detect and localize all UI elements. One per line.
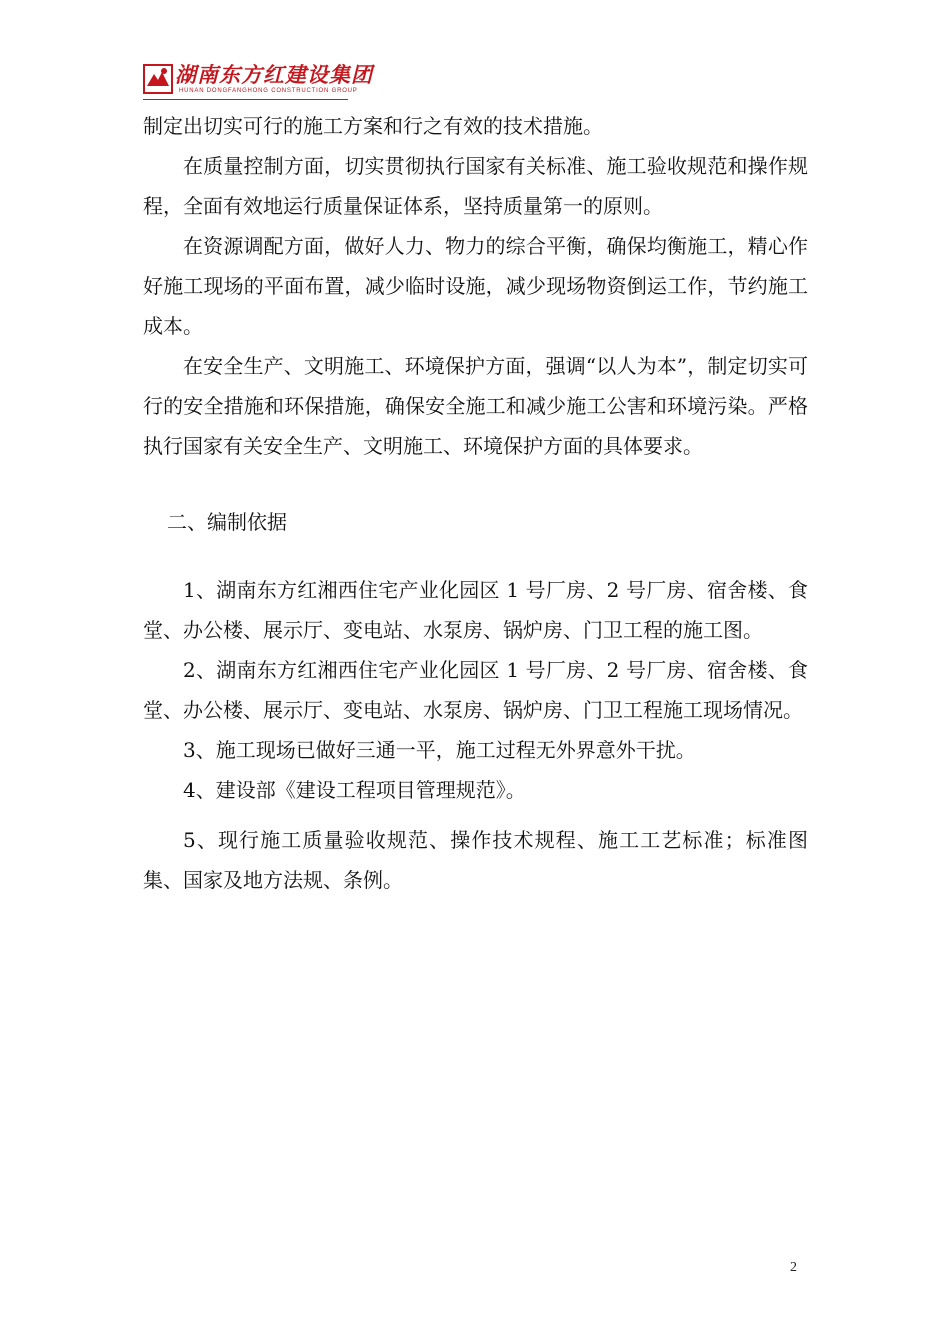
basis-item-3: 3、施工现场已做好三通一平，施工过程无外界意外干扰。 [183,738,696,762]
paragraph-safety-environment: 在安全生产、文明施工、环境保护方面，强调“以人为本”，制定切实可行的安全措施和环保措施，确保安全施工和减少施工公害和环境污染。严格执行国家有关安全生产、文明施工、环境保护方面的具体要求。 [143,354,808,458]
spacer [143,810,808,820]
spacer [143,542,808,570]
basis-item-5: 5、现行施工质量验收规范、操作技术规程、施工工艺标准；标准图集、国家及地方法规、条例。 [143,828,808,892]
basis-item-1: 1、湖南东方红湘西住宅产业化园区 1 号厂房、2 号厂房、宿舍楼、食堂、办公楼、展示厅、变电站、水泵房、锅炉房、门卫工程的施工图。 [143,578,808,642]
paragraph-resource-allocation: 在资源调配方面，做好人力、物力的综合平衡，确保均衡施工，精心作好施工现场的平面布置，减少临时设施，减少现场物资倒运工作，节约施工成本。 [143,234,808,338]
spacer [143,466,808,502]
logo-english-name: HUNAN DONGFANGHONG CONSTRUCTION GROUP [179,88,358,94]
document-body [143,106,808,900]
page-number: 2 [790,1260,797,1275]
header-divider [143,99,348,100]
paragraph-continuation: 制定出切实可行的施工方案和行之有效的技术措施。 [143,114,603,138]
section-heading: 二、编制依据 [167,510,287,534]
logo-chinese-name: 湖南东方红建设集团 [175,62,373,87]
basis-item-2: 2、湖南东方红湘西住宅产业化园区 1 号厂房、2 号厂房、宿舍楼、食堂、办公楼、展示厅、变电站、水泵房、锅炉房、门卫工程施工现场情况。 [143,658,808,722]
company-emblem-icon [143,64,173,94]
basis-item-4: 4、建设部《建设工程项目管理规范》。 [183,778,526,802]
paragraph-quality-control: 在质量控制方面，切实贯彻执行国家有关标准、施工验收规范和操作规程，全面有效地运行质量保证体系，坚持质量第一的原则。 [143,154,808,218]
company-logo [143,62,373,100]
